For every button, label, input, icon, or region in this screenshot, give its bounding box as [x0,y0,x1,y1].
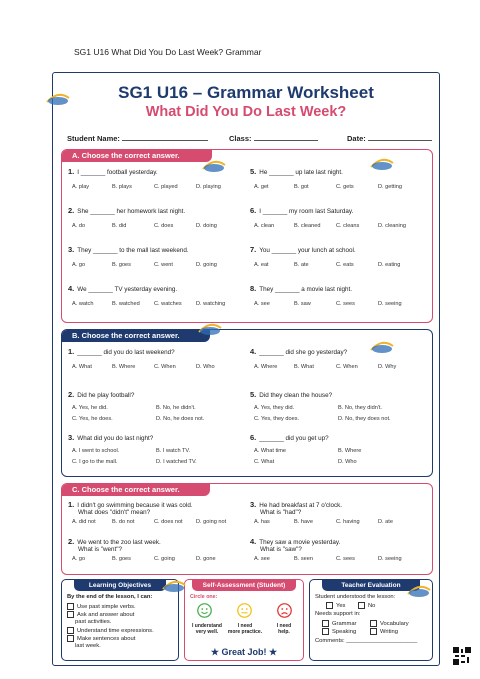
face-caption: I need more practice. [227,623,263,635]
question-number: 6. [250,433,257,442]
watermark-logo-icon [160,575,188,593]
qr-code-icon [453,647,471,665]
objective-item: Understand time expressions. [67,627,154,634]
answer-option[interactable]: C. When [336,364,358,370]
question-number: 4. [68,284,75,293]
objective-item-cont: past activities. [75,619,112,625]
question-number: 3. [250,500,257,509]
question-text: _______ did you do last weekend? [77,349,175,356]
objective-item: Use past simple verbs. [67,603,136,610]
question-number: 2. [68,390,75,399]
section-b-title: B. Choose the correct answer. [62,330,210,342]
question-number: 3. [68,245,75,254]
question-text: They _______ to the mall last weekend. [77,247,189,254]
question-number: 7. [250,245,257,254]
answer-option[interactable]: C. Yes, they does. [254,416,300,422]
answer-option[interactable]: A. Where [254,364,278,370]
question-number: 4. [250,537,257,546]
question [68,245,189,254]
answer-option[interactable]: C. going [154,556,175,562]
checkbox-icon [67,603,74,610]
question [250,537,340,546]
teacher-evaluation-title: Teacher Evaluation [322,580,420,591]
question [68,206,185,215]
answer-option[interactable]: A. eat [254,262,269,268]
answer-option[interactable]: B. Where [112,364,136,370]
self-assessment-box [184,579,304,661]
checkbox-icon [67,627,74,634]
class-field: Class: [229,133,318,143]
section-c [61,483,433,575]
question-text: Did they clean the house? [259,392,333,399]
answer-option[interactable]: B. got [294,184,309,190]
great-job-banner: ★ Great Job! ★ [210,647,278,657]
question-text: They saw a movie yesterday. [259,539,341,546]
answer-option[interactable]: A. Yes, they did. [254,405,295,411]
question-number: 4. [250,347,257,356]
answer-option[interactable]: D. Why [378,364,397,370]
answer-option[interactable]: A. see [254,301,270,307]
answer-option[interactable]: B. did [112,223,127,229]
answer-option[interactable]: D. seeing [378,301,402,307]
answer-option[interactable]: B. cleaned [294,223,321,229]
question-number: 1. [68,500,75,509]
answer-option[interactable]: C. gets [336,184,354,190]
checkbox-icon[interactable] [322,620,329,627]
answer-option[interactable]: C. does [154,223,174,229]
question [250,500,342,509]
face-caption: I understand very well. [191,623,222,635]
answer-option[interactable]: A. go [72,262,86,268]
answer-option[interactable]: D. eating [378,262,401,268]
answer-option[interactable]: A. get [254,184,269,190]
vocabulary-option[interactable]: Vocabulary [370,620,409,627]
answer-option[interactable]: D. Who [196,364,215,370]
answer-option[interactable]: C. sees [336,301,355,307]
answer-option[interactable]: D. watching [196,301,226,307]
answer-option[interactable]: C. went [154,262,173,268]
answer-option[interactable]: D. getting [378,184,402,190]
question [250,245,356,254]
objectives-intro: By the end of the lesson, I can: [67,594,153,600]
answer-option[interactable]: A. What [72,364,92,370]
document-header: SG1 U16 What Did You Do Last Week? Grammar [74,47,262,57]
answer-option[interactable]: C. sees [336,556,355,562]
answer-option[interactable]: C. having [336,519,360,525]
checkbox-icon[interactable] [370,628,377,635]
answer-option[interactable]: B. saw [294,301,311,307]
answer-option[interactable]: B. What [294,364,314,370]
checkbox-icon [67,611,74,618]
answer-option[interactable]: B. ate [294,262,309,268]
question-text: I _______ my room last Saturday. [259,208,354,215]
no-option[interactable]: No [358,602,375,609]
section-a-title: A. Choose the correct answer. [62,150,212,162]
checkbox-icon [67,635,74,642]
grammar-option[interactable]: Grammar [322,620,356,627]
question [68,347,175,356]
answer-option[interactable]: D. No, he does not. [156,416,205,422]
answer-option[interactable]: D. playing [196,184,221,190]
answer-option[interactable]: D. cleaning [378,223,406,229]
question-text: Did he play football? [77,392,135,399]
objective-item: Make sentences about [67,635,135,642]
answer-option[interactable]: B. goes [112,556,131,562]
sad-face-icon[interactable] [277,603,292,618]
question [250,206,353,215]
answer-option[interactable]: C. I go to the mall. [72,459,118,465]
question-text: They _______ a movie last night. [259,286,353,293]
answer-option[interactable]: A. do [72,223,86,229]
answer-option[interactable]: C. cleans [336,223,360,229]
answer-option[interactable]: D. gone [196,556,216,562]
answer-option[interactable]: D. going [196,262,217,268]
answer-option[interactable]: B. do not [112,519,135,525]
answer-option[interactable]: C. does not [154,519,183,525]
question-text: He _______ up late last night. [259,169,343,176]
question-text: _______ did she go yesterday? [259,349,348,356]
question-number: 1. [68,347,75,356]
question-number: 6. [250,206,257,215]
watermark-logo-icon [368,153,396,171]
watermark-logo-icon [44,88,72,106]
question-text: He had breakfast at 7 o'clock. [259,502,343,509]
answer-option[interactable]: C. eats [336,262,354,268]
self-assessment-title: Self-Assessment (Student) [192,580,296,591]
question-number: 2. [68,537,75,546]
answer-option[interactable]: D. seeing [378,556,402,562]
answer-option[interactable]: B. I watch TV. [156,448,191,454]
happy-face-icon[interactable] [197,603,212,618]
circle-one-label: Circle one: [190,594,218,600]
question-number: 2. [68,206,75,215]
section-a [61,149,433,323]
objective-item-cont: last week. [75,643,101,649]
needs-support-label: Needs support in: [315,611,361,617]
section-c-title: C. Choose the correct answer. [62,484,210,496]
checkbox-icon[interactable] [322,628,329,635]
worksheet-subtitle: What Did You Do Last Week? [145,104,347,120]
answer-option[interactable]: D. ate [378,519,393,525]
answer-option[interactable]: A. has [254,519,270,525]
checkbox-icon[interactable] [370,620,377,627]
question-subtext: What does "didn't" mean? [78,509,151,516]
question-text: I _______ football yesterday. [77,169,158,176]
face-caption: I need help. [276,623,292,635]
checkbox-icon[interactable] [358,602,365,609]
answer-option[interactable]: A. did not [72,519,96,525]
question-number: 5. [250,390,257,399]
answer-option[interactable]: C. When [154,364,176,370]
answer-option[interactable]: B. plays [112,184,132,190]
question [250,284,352,293]
answer-option[interactable]: B. have [294,519,313,525]
student-name-field: Student Name: [67,133,208,143]
answer-option[interactable]: B. No, he didn't. [156,405,196,411]
question-text: We went to the zoo last week. [77,539,161,546]
question-number: 3. [68,433,75,442]
comments-field[interactable]: Comments: ______________________ [315,638,418,644]
question-text: You _______ your lunch at school. [259,247,356,254]
yes-option[interactable]: Yes [326,602,345,609]
answer-option[interactable]: C. What [254,459,275,465]
question [250,433,329,442]
question [68,537,161,546]
date-field: Date: [347,133,432,143]
watermark-logo-icon [196,318,224,336]
answer-option[interactable]: C. played [154,184,178,190]
answer-option[interactable]: A. clean [254,223,275,229]
answer-option[interactable]: B. No, they didn't. [338,405,382,411]
watermark-logo-icon [405,580,433,598]
question-subtext: What is "had"? [260,509,302,516]
answer-option[interactable]: A. play [72,184,90,190]
answer-option[interactable]: B. Where [338,448,362,454]
answer-option[interactable]: B. goes [112,262,131,268]
question-number: 5. [250,167,257,176]
checkbox-icon[interactable] [326,602,333,609]
question-number: 8. [250,284,257,293]
question [250,347,347,356]
question-text: We _______ TV yesterday evening. [77,286,178,293]
learning-objectives-title: Learning Objectives [74,580,167,591]
answer-option[interactable]: A. What time [254,448,287,454]
question-number: 1. [68,167,75,176]
question [68,167,158,176]
answer-option[interactable]: B. seen [294,556,313,562]
answer-option[interactable]: D. Who [338,459,357,465]
neutral-face-icon[interactable] [237,603,252,618]
question-subtext: What is "saw"? [260,546,302,553]
question-text: _______ did you get up? [259,435,329,442]
answer-option[interactable]: C. Yes, he does. [72,416,113,422]
answer-option[interactable]: A. see [254,556,270,562]
answer-option[interactable]: D. I watched TV. [156,459,197,465]
objective-item: Ask and answer about [67,611,134,618]
answer-option[interactable]: B. watched [112,301,140,307]
question [68,390,134,399]
answer-option[interactable]: A. watch [72,301,94,307]
understood-label: Student understood the lesson: [315,594,396,600]
question [68,500,193,509]
question-text: She _______ her homework last night. [77,208,186,215]
answer-option[interactable]: C. watches [154,301,182,307]
question-subtext: What is "went"? [78,546,123,553]
question-text: I didn't go swimming because it was cold. [77,502,193,509]
answer-option[interactable]: D. going not [196,519,227,525]
question [68,433,153,442]
answer-option[interactable]: D. doing [196,223,217,229]
answer-option[interactable]: A. go [72,556,86,562]
answer-option[interactable]: A. I went to school. [72,448,120,454]
question-text: What did you do last night? [77,435,154,442]
writing-option[interactable]: Writing [370,628,398,635]
question [250,167,343,176]
speaking-option[interactable]: Speaking [322,628,356,635]
question [68,284,177,293]
worksheet-title: SG1 U16 – Grammar Worksheet [118,83,374,102]
watermark-logo-icon [368,336,396,354]
watermark-logo-icon [200,155,228,173]
question [250,390,332,399]
answer-option[interactable]: D. No, they does not. [338,416,391,422]
answer-option[interactable]: A. Yes, he did. [72,405,108,411]
